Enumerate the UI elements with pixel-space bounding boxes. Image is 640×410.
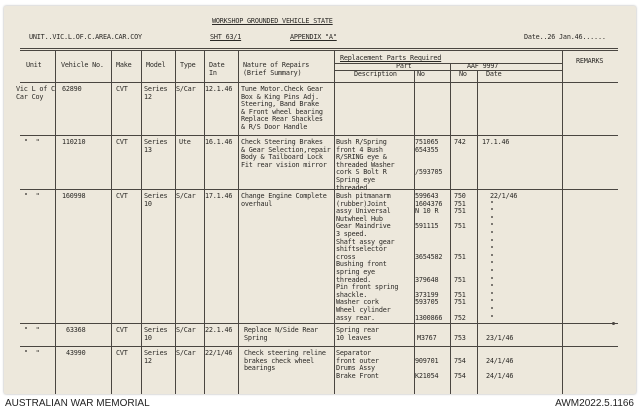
row-1-nature: Tune Motor.Check Gear Box & King Pins Adj. Steering, Band Brake & Front wheel bearing Replace Rear Shackles & R/S Door Handle [241,85,323,131]
table-top-rule-2 [20,50,618,51]
row-3-vehicle-no: 160998 [62,192,86,200]
row-divider [20,346,618,347]
row-3-part-no: 599643 1604376 N 10 R 591115 3654582 379648 373199 593705 1300866 [415,192,443,322]
row-3-model: Series 10 [144,192,168,208]
row-1-vehicle-no: 62890 [62,85,82,93]
row-3-nature: Change Engine Complete overhaul [241,192,327,208]
row-3-description: Bush pitmanarm (rubber)Joint assy Universal Nutwheel Hub Gear Maindrive 3 speed. Shaft assy gear shiftselector cross Bushing front spring eye threaded. Pin front spring shackle. Washer cork Wheel cylinder assy rear. [336,192,399,322]
row-2-type: Ute [179,138,191,146]
row-4-aaf-date: 23/1/46 [486,333,514,342]
row-5-nature: Check steering reline brakes check wheel bearings [244,349,326,373]
footer-institution: AUSTRALIAN WAR MEMORIAL [5,398,150,409]
row-5-type: S/Car [176,349,196,357]
sheet-number: SHT 63/1 [210,33,242,41]
header-bottom-rule [20,82,618,83]
row-4-vehicle-no: 63368 [66,326,86,334]
header-aaf: AAF 9997 [467,62,499,70]
row-5-description: Separator front outer Drums Assy Brake Front [336,349,379,380]
row-4-part-no: M3767 [417,333,437,342]
col-rule [238,50,239,394]
document-page [4,6,636,394]
row-2-aaf-no: 742 [454,138,466,146]
row-4-aaf-no: 753 [454,333,466,342]
row-3-aaf-date: 22/1/46 " " " " " " " " " " " " " " " " [490,192,518,322]
row-3-date-in: 17.1.46 [205,192,233,200]
row-2-make: CVT [116,138,128,146]
unit-label: UNIT..VIC.L.OF.C.AREA.CAR.COY [29,33,142,41]
row-2-date-in: 16.1.46 [205,138,233,146]
row-1-date-in: 12.1.46 [205,85,233,93]
subheader-rule [334,63,562,64]
header-no: No [417,70,425,78]
header-unit: Unit [26,61,42,69]
form-title: WORKSHOP GROUNDED VEHICLE STATE [212,17,333,25]
header-date-in: Date In [209,61,225,77]
col-rule [477,70,478,394]
header-date: Date [486,70,502,78]
row-4-type: S/Car [176,326,196,334]
ink-mark [612,322,615,325]
header-replacement: Replacement Parts Required [340,54,442,62]
col-rule [141,50,142,394]
row-3-aaf-no: 750 751 751 751 751 751 751 751 752 [454,192,466,322]
row-divider [20,135,618,136]
col-rule [450,63,451,394]
row-2-model: Series 13 [144,138,168,154]
row-4-model: Series 10 [144,326,168,342]
row-5-aaf-date: 24/1/46 24/1/46 [486,356,514,380]
form-date: Date..26 Jan.46...... [524,33,606,41]
row-5-vehicle-no: 43990 [66,349,86,357]
table-top-rule [20,48,618,49]
row-4-nature: Replace N/Side Rear Spring [244,326,318,342]
col-rule [562,50,563,394]
row-2-description: Bush R/Spring front 4 Bush R/SRING eye & threaded Washer cork S Bolt R Spring eye threaded. [336,138,395,192]
row-3-unit: " " [24,192,40,200]
row-4-unit: " " [24,326,40,334]
header-vehicle-no: Vehicle No. [61,61,104,69]
row-4-description: Spring rear 10 leaves [336,326,379,342]
row-divider [20,323,618,324]
row-2-part-no: 751065 654355 /593705 [415,138,443,177]
header-make: Make [116,61,132,69]
header-aaf-no: No [459,70,467,78]
row-divider [20,189,618,190]
row-1-make: CVT [116,85,128,93]
row-5-model: Series 12 [144,349,168,365]
row-3-make: CVT [116,192,128,200]
footer-accession-number: AWM2022.5.1166 [555,398,634,409]
row-3-type: S/Car [176,192,196,200]
header-nature: Nature of Repairs (Brief Summary) [243,61,310,77]
appendix-label: APPENDIX "A" [290,33,337,41]
header-remarks: REMARKS [576,57,604,65]
row-2-nature: Check Steering Brakes & Gear Selection,repair Body & Tailboard Lock Fit rear vision mirror [241,138,331,169]
col-rule [334,50,335,394]
row-1-model: Series 12 [144,85,168,101]
col-rule [204,50,205,394]
row-5-make: CVT [116,349,128,357]
col-rule [55,50,56,394]
row-1-type: S/Car [176,85,196,93]
row-2-vehicle-no: 110210 [62,138,86,146]
row-5-part-no: 909701 K21054 [415,356,439,380]
row-4-make: CVT [116,326,128,334]
row-5-unit: " " [24,349,40,357]
header-description: Description [354,70,397,78]
col-rule [175,50,176,394]
row-5-date-in: 22/1/46 [205,349,233,357]
header-type: Type [180,61,196,69]
header-model: Model [146,61,166,69]
row-5-aaf-no: 754 754 [454,356,466,380]
row-2-aaf-date: 17.1.46 [482,138,510,146]
header-part: Part [396,62,412,70]
row-2-unit: " " [24,138,40,146]
row-4-date-in: 22.1.46 [205,326,233,334]
col-rule [111,50,112,394]
row-1-unit: Vic L of C Car Coy [16,85,55,101]
